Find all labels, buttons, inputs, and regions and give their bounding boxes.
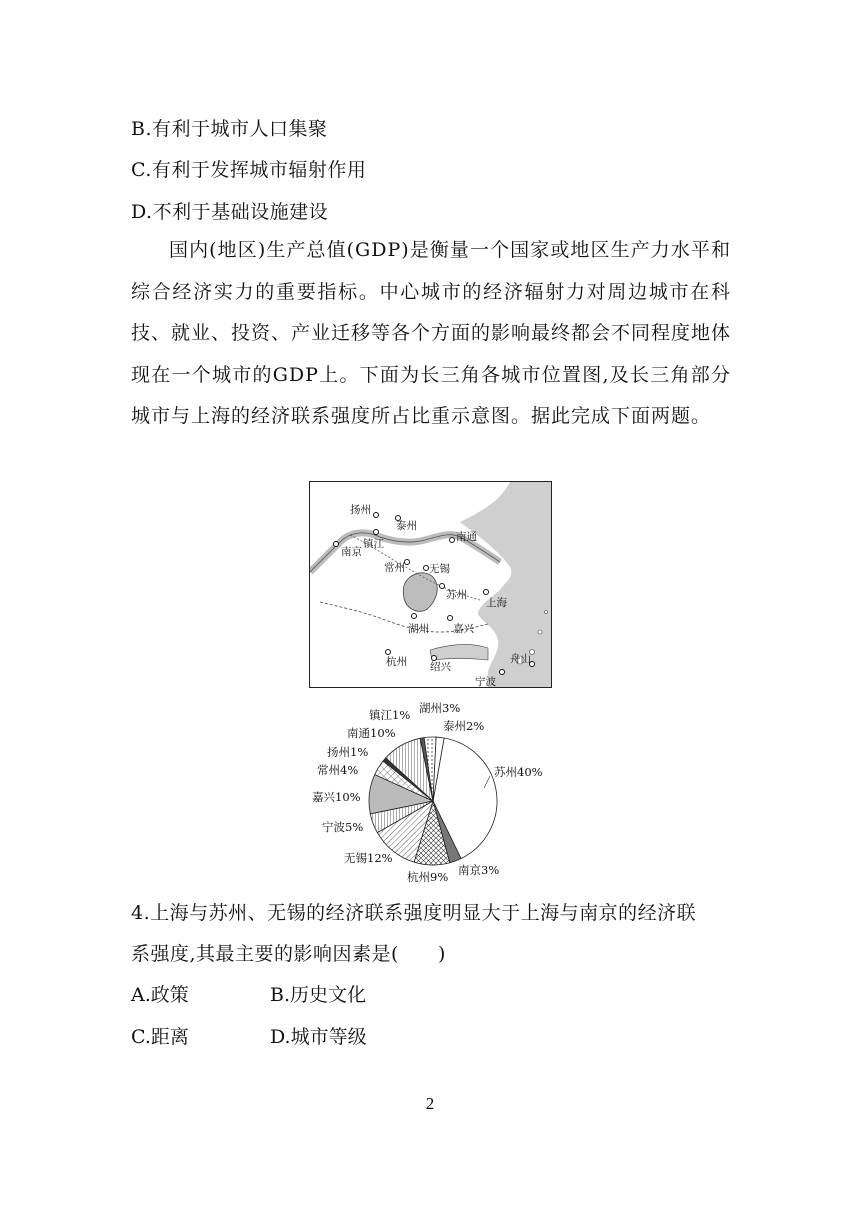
hangzhou-bay bbox=[430, 644, 488, 660]
pie-label-suzhou: 苏州40% bbox=[494, 765, 543, 779]
map-label-zhenjiang: 镇江 bbox=[363, 538, 384, 550]
option-b-prev: B.有利于城市人口集聚 bbox=[131, 118, 328, 140]
map-label-shanghai: 上海 bbox=[486, 597, 507, 609]
taihu-lake bbox=[403, 573, 437, 611]
marker-hangzhou bbox=[386, 650, 391, 655]
map-label-changzhou: 常州 bbox=[384, 562, 405, 574]
map-label-zhoushan: 舟山 bbox=[510, 653, 531, 665]
pie-label-nanjing: 南京3% bbox=[458, 863, 500, 877]
option-c-prev: C.有利于发挥城市辐射作用 bbox=[131, 159, 367, 181]
question-4-option-c: C.距离 bbox=[131, 1026, 189, 1048]
marker-nantong bbox=[450, 538, 455, 543]
marker-nanjing bbox=[334, 542, 339, 547]
map-label-yangzhou: 扬州 bbox=[350, 504, 371, 516]
question-4-option-b: B.历史文化 bbox=[270, 984, 367, 1006]
question-4-stem-line1: 4.上海与苏州、无锡的经济联系强度明显大于上海与南京的经济联 bbox=[131, 902, 697, 924]
map-label-nantong: 南通 bbox=[456, 531, 477, 543]
map-label-shaoxing: 绍兴 bbox=[430, 661, 451, 673]
question-4-option-a: A.政策 bbox=[131, 984, 189, 1006]
pie-label-jiaxing: 嘉兴10% bbox=[312, 790, 361, 804]
marker-ningbo bbox=[500, 670, 505, 675]
map-label-wuxi: 无锡 bbox=[429, 563, 450, 575]
pie-label-zhenjiang: 镇江1% bbox=[369, 708, 411, 722]
map-label-jiaxing: 嘉兴 bbox=[453, 623, 474, 635]
map-label-huzhou: 湖州 bbox=[408, 623, 429, 635]
page-number: 2 bbox=[425, 1094, 435, 1113]
marker-huzhou bbox=[412, 614, 417, 619]
marker-yangzhou bbox=[374, 513, 379, 518]
marker-wuxi bbox=[424, 566, 429, 571]
pie-label-changzhou: 常州4% bbox=[317, 763, 359, 777]
yangtze-delta-map bbox=[309, 481, 552, 688]
pie-label-taizhou: 泰州2% bbox=[443, 719, 485, 733]
marker-shanghai bbox=[484, 590, 489, 595]
marker-zhenjiang bbox=[374, 530, 379, 535]
map-label-nanjing: 南京 bbox=[341, 546, 362, 558]
map-label-suzhou: 苏州 bbox=[446, 589, 467, 601]
map-label-hangzhou: 杭州 bbox=[386, 656, 407, 668]
pie-chart bbox=[306, 698, 566, 884]
pie-label-ningbo: 宁波5% bbox=[322, 820, 364, 834]
intro-paragraph: 国内(地区)生产总值(GDP)是衡量一个国家或地区生产力水平和综合经济实力的重要指标。中心城市的经济辐射力对周边城市在科技、就业、投资、产业迁移等各个方面的影响最终都会不同程度地体现在一个城市的GDP上。下面为长三角各城市位置图,及长三角部分城市与上海的经济联系强度所占比重示意图。据此完成下面两题。 bbox=[131, 239, 732, 427]
map-label-taizhou: 泰州 bbox=[396, 520, 417, 532]
marker-changzhou bbox=[405, 560, 410, 565]
option-d-prev: D.不利于基础设施建设 bbox=[131, 201, 329, 223]
pie-label-hangzhou: 杭州9% bbox=[407, 870, 449, 884]
marker-shaoxing bbox=[432, 656, 437, 661]
marker-suzhou bbox=[440, 584, 445, 589]
question-4-option-d: D.城市等级 bbox=[270, 1026, 367, 1048]
question-4-stem-line2: 系强度,其最主要的影响因素是( ) bbox=[131, 943, 446, 965]
pie-label-yangzhou: 扬州1% bbox=[327, 745, 369, 759]
map-label-ningbo: 宁波 bbox=[475, 676, 496, 688]
pie-label-huzhou: 湖州3% bbox=[419, 701, 461, 715]
pie-label-nantong: 南通10% bbox=[347, 726, 396, 740]
marker-jiaxing bbox=[448, 616, 453, 621]
pie-label-wuxi: 无锡12% bbox=[344, 851, 393, 865]
